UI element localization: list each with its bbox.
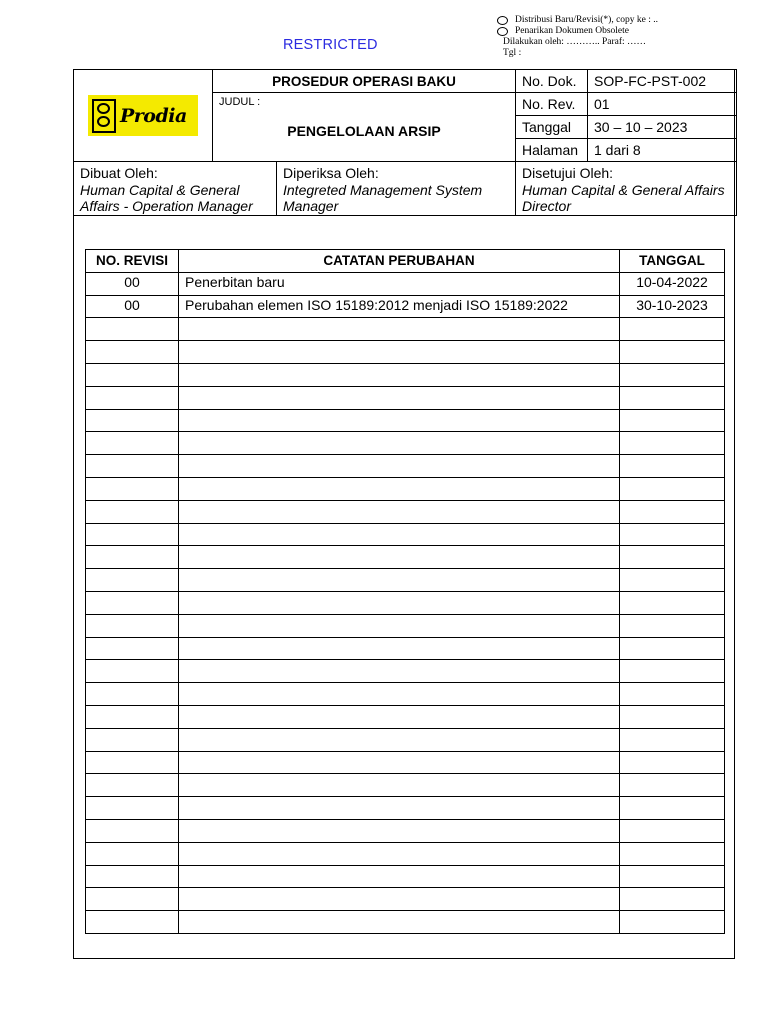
document-title: PENGELOLAAN ARSIP [287,123,441,139]
revision-number-cell [86,386,179,409]
table-row [86,637,725,660]
meta-value: 30 – 10 – 2023 [588,116,737,139]
made-by-role: Human Capital & General Affairs - Operation Manager [80,181,253,214]
revision-date-cell [620,318,725,341]
revision-date-cell [620,386,725,409]
revision-number-cell [86,637,179,660]
approved-by-cell [516,162,737,216]
table-row [86,842,725,865]
change-note-cell [179,523,620,546]
change-note-cell [179,341,620,364]
revision-date-cell [620,546,725,569]
change-note-cell [179,569,620,592]
document-header [73,69,737,162]
logo-wordmark: Prodia [120,104,187,127]
revision-number-cell [86,819,179,842]
revision-number-cell [86,888,179,911]
revision-date-cell [620,911,725,934]
table-row [86,363,725,386]
table-row [86,751,725,774]
change-note-cell [179,842,620,865]
title-cell [213,93,516,162]
change-note-cell [179,318,620,341]
revision-number-cell [86,614,179,637]
signatory-row [73,161,737,216]
revision-number-cell [86,774,179,797]
table-row [86,477,725,500]
revision-date-cell [620,797,725,820]
revision-date-cell [620,500,725,523]
change-note-cell [179,477,620,500]
table-row [86,569,725,592]
table-row [86,865,725,888]
revision-date-cell [620,409,725,432]
column-header: CATATAN PERUBAHAN [179,250,620,273]
change-note-cell [179,888,620,911]
change-note-cell [179,774,620,797]
revision-date-cell [620,591,725,614]
distribution-option-obsolete-label: Penarikan Dokumen Obsolete [515,26,629,36]
column-header: NO. REVISI [86,250,179,273]
revision-number-cell [86,660,179,683]
revision-date-cell: 30-10-2023 [620,295,725,318]
revision-date-cell: 10-04-2022 [620,272,725,295]
revision-number-cell [86,683,179,706]
change-note-cell [179,500,620,523]
revision-number-cell [86,751,179,774]
approved-by-role: Human Capital & General Affairs Director [522,181,725,214]
revision-table [85,249,725,934]
table-row [86,432,725,455]
distribution-date: Tgl : [503,48,522,58]
doc-type: PROSEDUR OPERASI BAKU [213,70,516,93]
table-row [86,523,725,546]
revision-number-cell [86,569,179,592]
classification-label: RESTRICTED [283,37,378,53]
table-row [86,386,725,409]
table-row [86,774,725,797]
change-note-cell [179,911,620,934]
meta-value: 01 [588,93,737,116]
prodia-mark-icon [92,99,116,133]
meta-value: SOP-FC-PST-002 [588,70,737,93]
table-row [86,819,725,842]
table-row [86,911,725,934]
revision-date-cell [620,683,725,706]
revision-number-cell [86,409,179,432]
table-row [86,728,725,751]
table-row [86,797,725,820]
change-note-cell [179,637,620,660]
revision-date-cell [620,660,725,683]
revision-date-cell [620,842,725,865]
logo-cell [74,70,213,162]
table-row [86,546,725,569]
change-note-cell [179,728,620,751]
table-row [86,455,725,478]
table-row [86,683,725,706]
change-note-cell: Perubahan elemen ISO 15189:2012 menjadi ISO 15189:2022 [179,295,620,318]
change-note-cell [179,819,620,842]
revision-number-cell [86,318,179,341]
table-row [86,888,725,911]
radio-circle-icon[interactable] [497,27,508,36]
change-note-cell [179,455,620,478]
revision-date-cell [620,477,725,500]
change-note-cell [179,363,620,386]
revision-date-cell [620,614,725,637]
table-row [86,318,725,341]
prodia-logo [88,95,198,136]
change-note-cell [179,751,620,774]
revision-number-cell [86,363,179,386]
change-note-cell [179,705,620,728]
distribution-done-by: Dilakukan oleh: ……….. Paraf: …… [503,37,647,47]
meta-label: No. Dok. [516,70,588,93]
revision-number-cell [86,523,179,546]
revision-number-cell: 00 [86,272,179,295]
revision-number-cell [86,546,179,569]
table-row [86,272,725,295]
checked-by-role: Integreted Management System Manager [283,181,483,214]
change-note-cell [179,432,620,455]
table-row [86,500,725,523]
table-row [86,705,725,728]
revision-date-cell [620,341,725,364]
revision-number-cell: 00 [86,295,179,318]
distribution-option-new [497,15,757,26]
table-row [86,341,725,364]
revision-number-cell [86,432,179,455]
revision-number-cell [86,865,179,888]
revision-number-cell [86,705,179,728]
change-note-cell [179,409,620,432]
revision-date-cell [620,432,725,455]
revision-date-cell [620,888,725,911]
made-by-cell [74,162,277,216]
revision-date-cell [620,455,725,478]
revision-number-cell [86,341,179,364]
change-note-cell [179,614,620,637]
change-note-cell [179,591,620,614]
revision-date-cell [620,705,725,728]
change-note-cell [179,865,620,888]
revision-number-cell [86,797,179,820]
checked-by-cell [277,162,516,216]
revision-date-cell [620,774,725,797]
revision-number-cell [86,728,179,751]
revision-number-cell [86,500,179,523]
distribution-option-obsolete [497,26,757,37]
approved-by-label: Disetujui Oleh: [522,165,614,181]
made-by-label: Dibuat Oleh: [80,165,158,181]
revision-date-cell [620,363,725,386]
change-note-cell: Penerbitan baru [179,272,620,295]
revision-date-cell [620,569,725,592]
revision-number-cell [86,455,179,478]
checked-by-label: Diperiksa Oleh: [283,165,379,181]
meta-label: No. Rev. [516,93,588,116]
distribution-notes [497,15,757,59]
revision-number-cell [86,591,179,614]
meta-value: 1 dari 8 [588,139,737,162]
revision-number-cell [86,911,179,934]
table-row [86,591,725,614]
table-row [86,660,725,683]
change-note-cell [179,660,620,683]
table-row [86,614,725,637]
radio-circle-icon[interactable] [497,16,508,25]
judul-label: JUDUL : [219,96,261,108]
revision-date-cell [620,751,725,774]
table-row [86,409,725,432]
change-note-cell [179,386,620,409]
revision-date-cell [620,728,725,751]
revision-date-cell [620,637,725,660]
distribution-option-new-label: Distribusi Baru/Revisi(*), copy ke : .. [515,15,659,25]
revision-date-cell [620,865,725,888]
table-row [86,295,725,318]
meta-label: Tanggal [516,116,588,139]
revision-table-body [86,272,725,933]
revision-number-cell [86,842,179,865]
meta-label: Halaman [516,139,588,162]
change-note-cell [179,546,620,569]
revision-date-cell [620,523,725,546]
revision-number-cell [86,477,179,500]
change-note-cell [179,797,620,820]
revision-date-cell [620,819,725,842]
column-header: TANGGAL [620,250,725,273]
change-note-cell [179,683,620,706]
